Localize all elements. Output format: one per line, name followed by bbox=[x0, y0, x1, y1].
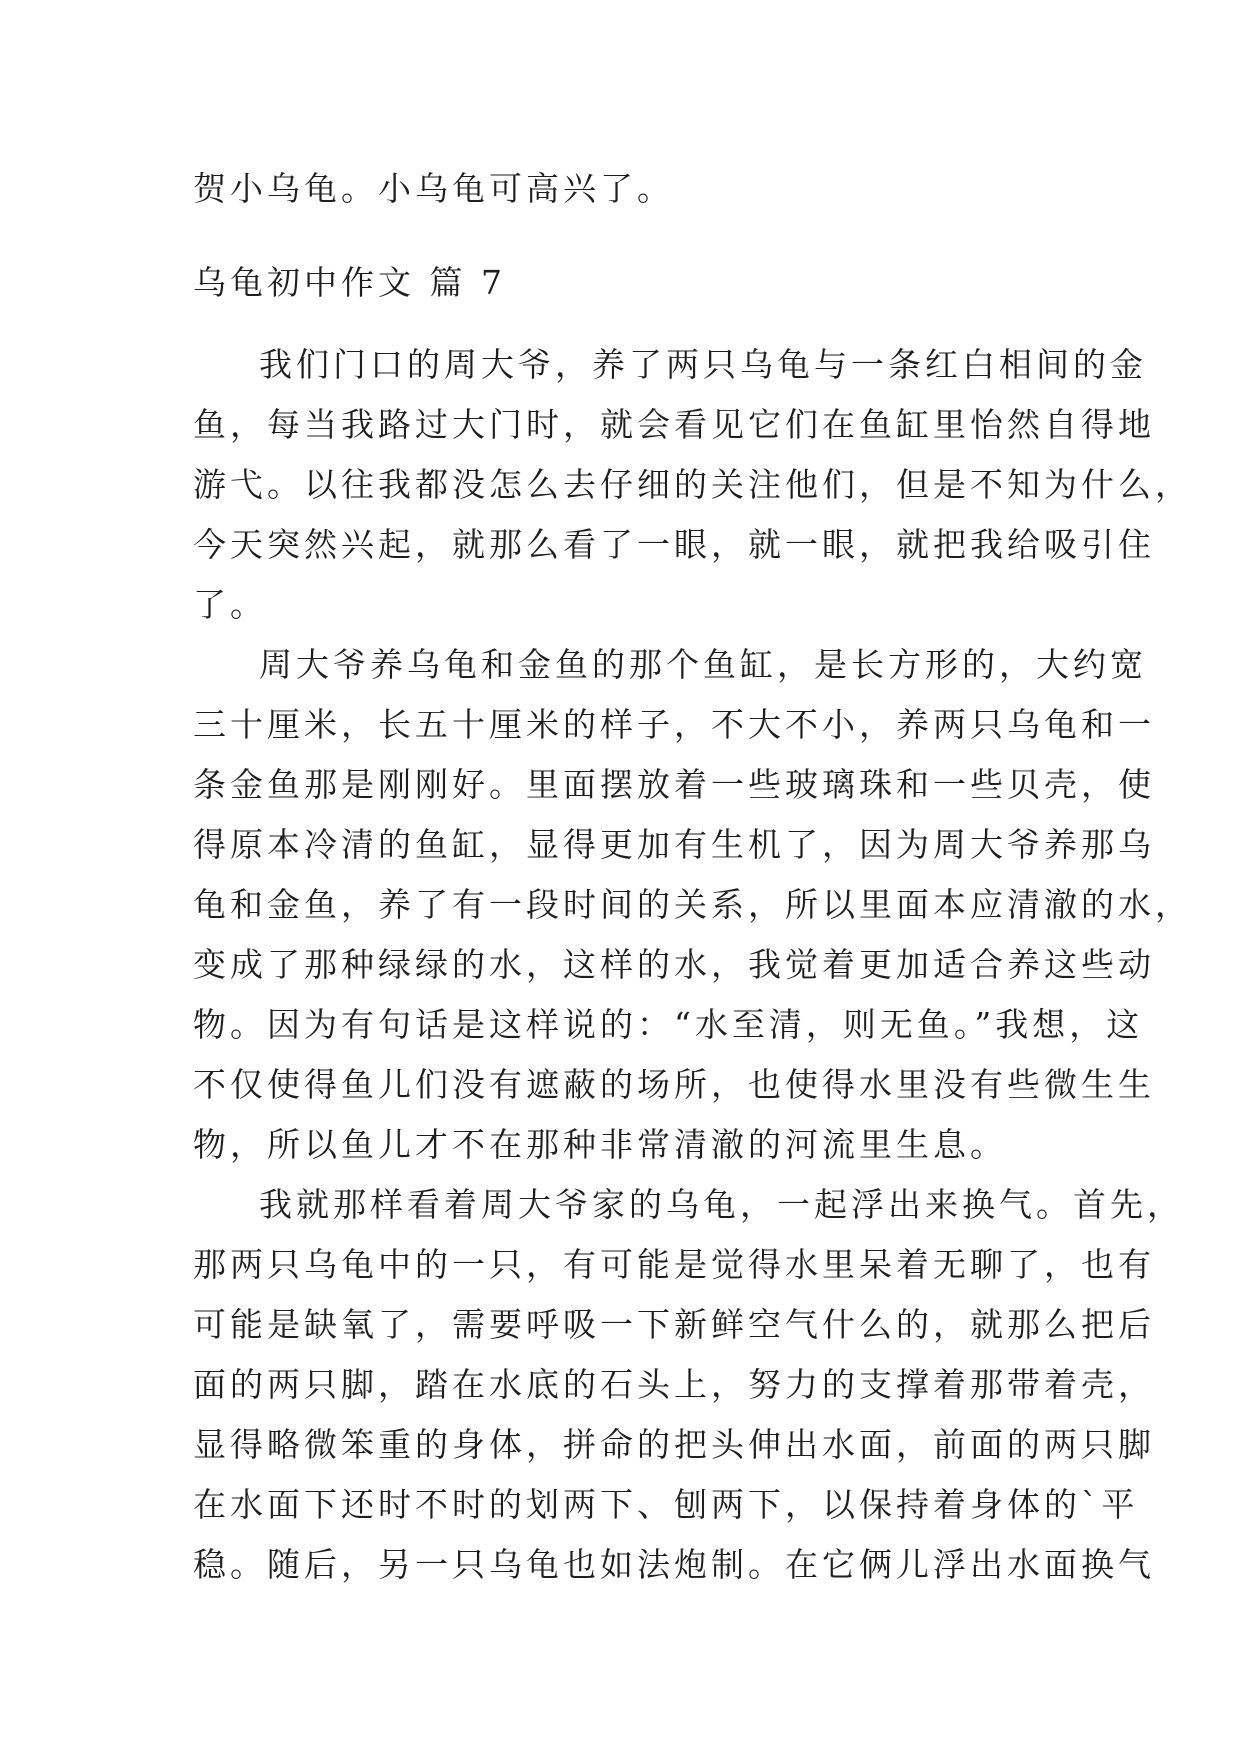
paragraph-3-line-5: 显得略微笨重的身体，拼命的把头伸出水面，前面的两只脚 bbox=[193, 1425, 1155, 1464]
section-title-text: 乌龟初中作文 篇 7 bbox=[193, 263, 506, 302]
paragraph-2-line-8: 不仅使得鱼儿们没有遮蔽的场所，也使得水里没有些微生生 bbox=[193, 1065, 1155, 1104]
text-line: 贺小乌龟。小乌龟可高兴了。 bbox=[193, 169, 674, 208]
paragraph-2-line-7: 物。因为有句话是这样说的：“水至清，则无鱼。”我想，这 bbox=[193, 1005, 1144, 1044]
paragraph-3-line-7: 稳。随后，另一只乌龟也如法炮制。在它俩儿浮出水面换气 bbox=[193, 1545, 1155, 1584]
paragraph-3-line-3: 可能是缺氧了，需要呼吸一下新鲜空气什么的，就那么把后 bbox=[193, 1305, 1155, 1344]
paragraph-2-line-1: 周大爷养乌龟和金鱼的那个鱼缸，是长方形的，大约宽 bbox=[259, 645, 1147, 684]
paragraph-1-line-5: 了。 bbox=[193, 585, 267, 624]
continuation-paragraph bbox=[193, 159, 1053, 219]
paragraph-1-line-3: 游弋。以往我都没怎么去仔细的关注他们，但是不知为什么， bbox=[193, 465, 1192, 504]
essay-body bbox=[193, 335, 1192, 1595]
paragraph-2-line-4: 得原本冷清的鱼缸，显得更加有生机了，因为周大爷养那乌 bbox=[193, 825, 1155, 864]
paragraph-3-line-2: 那两只乌龟中的一只，有可能是觉得水里呆着无聊了，也有 bbox=[193, 1245, 1155, 1284]
paragraph-3-line-1: 我就那样看着周大爷家的乌龟，一起浮出来换气。首先， bbox=[259, 1185, 1184, 1224]
paragraph-2-line-3: 条金鱼那是刚刚好。里面摆放着一些玻璃珠和一些贝壳，使 bbox=[193, 765, 1155, 804]
paragraph-2-line-6: 变成了那种绿绿的水，这样的水，我觉着更加适合养这些动 bbox=[193, 945, 1155, 984]
paragraph-2-line-5: 龟和金鱼，养了有一段时间的关系，所以里面本应清澈的水， bbox=[193, 885, 1192, 924]
paragraph-2-line-2: 三十厘米，长五十厘米的样子，不大不小，养两只乌龟和一 bbox=[193, 705, 1155, 744]
paragraph-3-line-4: 面的两只脚，踏在水底的石头上，努力的支撑着那带着壳， bbox=[193, 1365, 1155, 1404]
paragraph-1-line-2: 鱼，每当我路过大门时，就会看见它们在鱼缸里怡然自得地 bbox=[193, 405, 1155, 444]
paragraph-2-line-9: 物，所以鱼儿才不在那种非常清澈的河流里生息。 bbox=[193, 1125, 1007, 1164]
paragraph-1-line-4: 今天突然兴起，就那么看了一眼，就一眼，就把我给吸引住 bbox=[193, 525, 1155, 564]
section-title bbox=[193, 253, 1053, 313]
paragraph-1-line-1: 我们门口的周大爷，养了两只乌龟与一条红白相间的金 bbox=[259, 345, 1147, 384]
paragraph-3-line-6: 在水面下还时不时的划两下、刨两下，以保持着身体的`平 bbox=[193, 1485, 1139, 1524]
